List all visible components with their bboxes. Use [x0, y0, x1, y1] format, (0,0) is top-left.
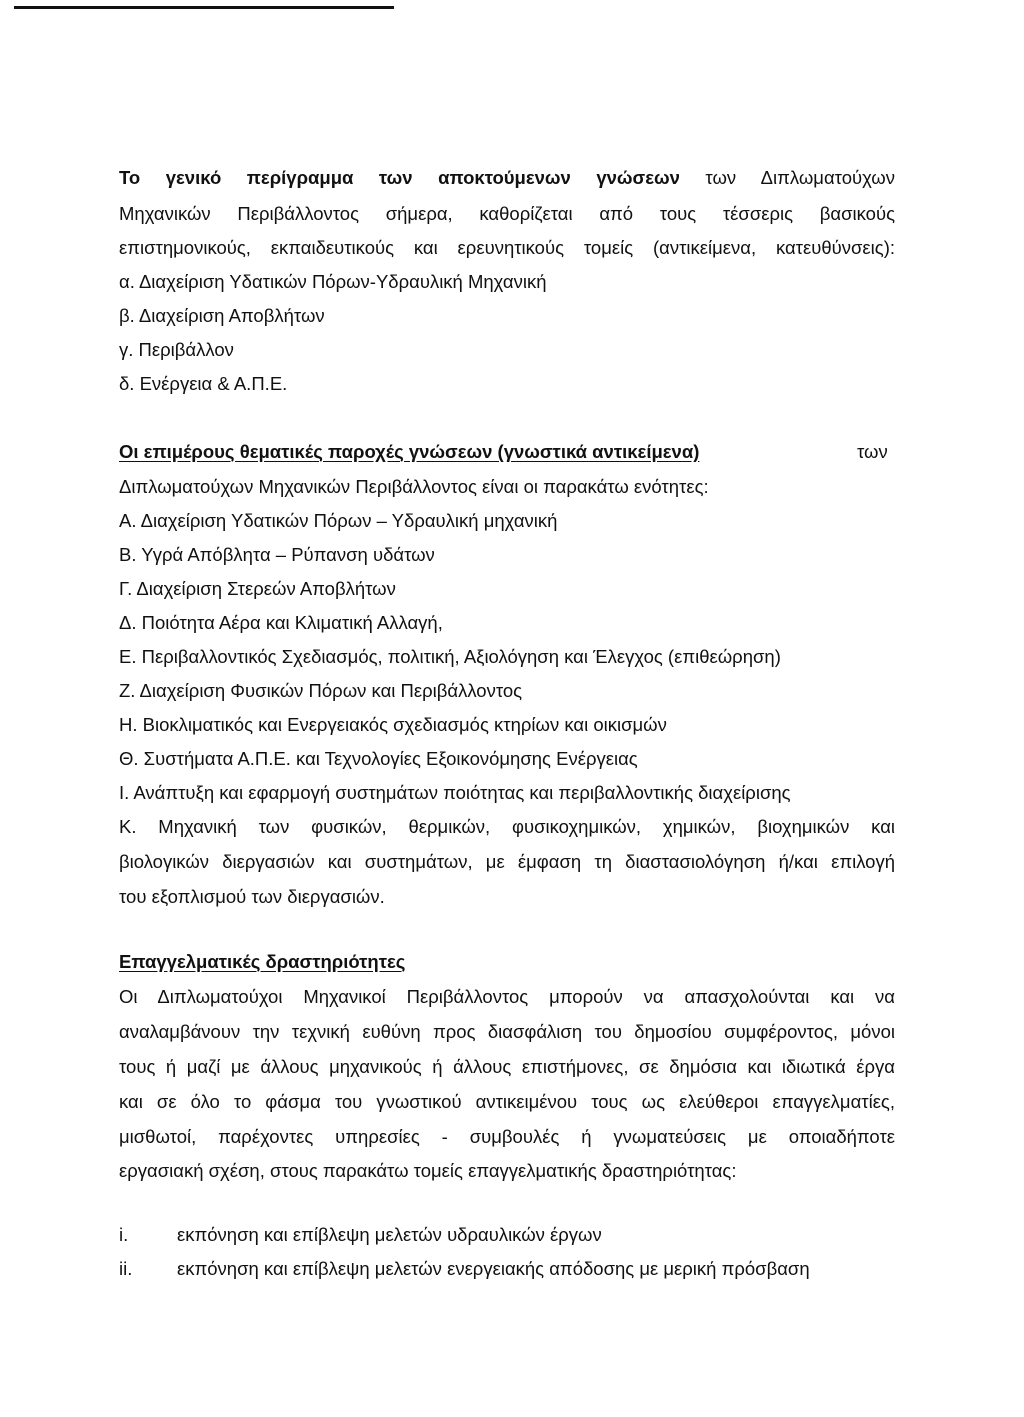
s3-line6: εργασιακή σχέση, στους παρακάτω τομείς επαγγελματικής δραστηριότητας:: [119, 1160, 737, 1181]
s2-item-B: Β. Υγρά Απόβλητα – Ρύπανση υδάτων: [119, 544, 435, 565]
s1-item-c: γ. Περιβάλλον: [119, 339, 234, 360]
s2-line2: Διπλωματούχων Μηχανικών Περιβάλλοντος είναι οι παρακάτω ενότητες:: [119, 476, 709, 497]
s2-item-G: Γ. Διαχείριση Στερεών Αποβλήτων: [119, 578, 396, 599]
top-rule: [14, 6, 394, 9]
s2-item-I: Ι. Ανάπτυξη και εφαρμογή συστημάτων ποιότητας και περιβαλλοντικής διαχείρισης: [119, 782, 791, 803]
s1-line3: επιστημονικούς, εκπαιδευτικούς και ερευνητικούς τομείς (αντικείμενα, κατευθύνσεις):: [119, 237, 895, 258]
s2-item-E: Ε. Περιβαλλοντικός Σχεδιασμός, πολιτική, Αξιολόγηση και Έλεγχος (επιθεώρηση): [119, 646, 781, 667]
s3-list-text-2: εκπόνηση και επίβλεψη μελετών ενεργειακής απόδοσης με μερική πρόσβαση: [177, 1258, 810, 1279]
s2-heading-tail: των: [857, 441, 888, 462]
s2-item-K-line3: του εξοπλισμού των διεργασιών.: [119, 886, 385, 907]
s3-line2: αναλαμβάνουν την τεχνική ευθύνη προς διασφάλιση του δημοσίου συμφέροντος, μόνοι: [119, 1021, 895, 1042]
s3-line1: Οι Διπλωματούχοι Μηχανικοί Περιβάλλοντος μπορούν να απασχολούνται και να: [119, 986, 895, 1007]
s2-item-H: Η. Βιοκλιματικός και Ενεργειακός σχεδιασμός κτηρίων και οικισμών: [119, 714, 667, 735]
s2-heading: Οι επιμέρους θεματικές παροχές γνώσεων (γνωστικά αντικείμενα): [119, 441, 700, 462]
s1-intro-bold: Το γενικό περίγραμμα των αποκτούμενων γνώσεων: [119, 167, 680, 188]
s1-item-d: δ. Ενέργεια & Α.Π.Ε.: [119, 373, 288, 394]
s3-list-text-1: εκπόνηση και επίβλεψη μελετών υδραυλικών έργων: [177, 1224, 602, 1245]
s2-item-A: Α. Διαχείριση Υδατικών Πόρων – Υδραυλική μηχανική: [119, 510, 558, 531]
s2-item-D: Δ. Ποιότητα Αέρα και Κλιματική Αλλαγή,: [119, 612, 443, 633]
s1-item-b: β. Διαχείριση Αποβλήτων: [119, 305, 325, 326]
s2-item-K-line2: βιολογικών διεργασιών και συστημάτων, με έμφαση τη διαστασιολόγηση ή/και επιλογή: [119, 851, 895, 872]
s3-heading: Επαγγελματικές δραστηριότητες: [119, 951, 406, 972]
s3-line4: και σε όλο το φάσμα του γνωστικού αντικειμένου τους ως ελεύθεροι επαγγελματίες,: [119, 1091, 895, 1112]
s1-intro-rest: των Διπλωματούχων: [679, 167, 896, 188]
s2-item-Z: Ζ. Διαχείριση Φυσικών Πόρων και Περιβάλλοντος: [119, 680, 523, 701]
s3-line5: μισθωτοί, παρέχοντες υπηρεσίες - συμβουλές ή γνωματεύσεις με οποιαδήποτε: [119, 1126, 895, 1147]
s1-item-a: α. Διαχείριση Υδατικών Πόρων-Υδραυλική Μηχανική: [119, 271, 547, 292]
s3-line3: τους ή μαζί με άλλους μηχανικούς ή άλλους επιστήμονες, σε δημόσια και ιδιωτικά έργα: [119, 1056, 895, 1077]
s2-item-K-line1: Κ. Μηχανική των φυσικών, θερμικών, φυσικοχημικών, χημικών, βιοχημικών και: [119, 816, 895, 837]
s1-line2: Μηχανικών Περιβάλλοντος σήμερα, καθορίζεται από τους τέσσερις βασικούς: [119, 203, 895, 224]
s3-list-num-2: ii.: [119, 1258, 133, 1279]
s1-line1: [119, 167, 895, 189]
s3-list-num-1: i.: [119, 1224, 129, 1245]
s2-item-Th: Θ. Συστήματα Α.Π.Ε. και Τεχνολογίες Εξοικονόμησης Ενέργειας: [119, 748, 638, 769]
